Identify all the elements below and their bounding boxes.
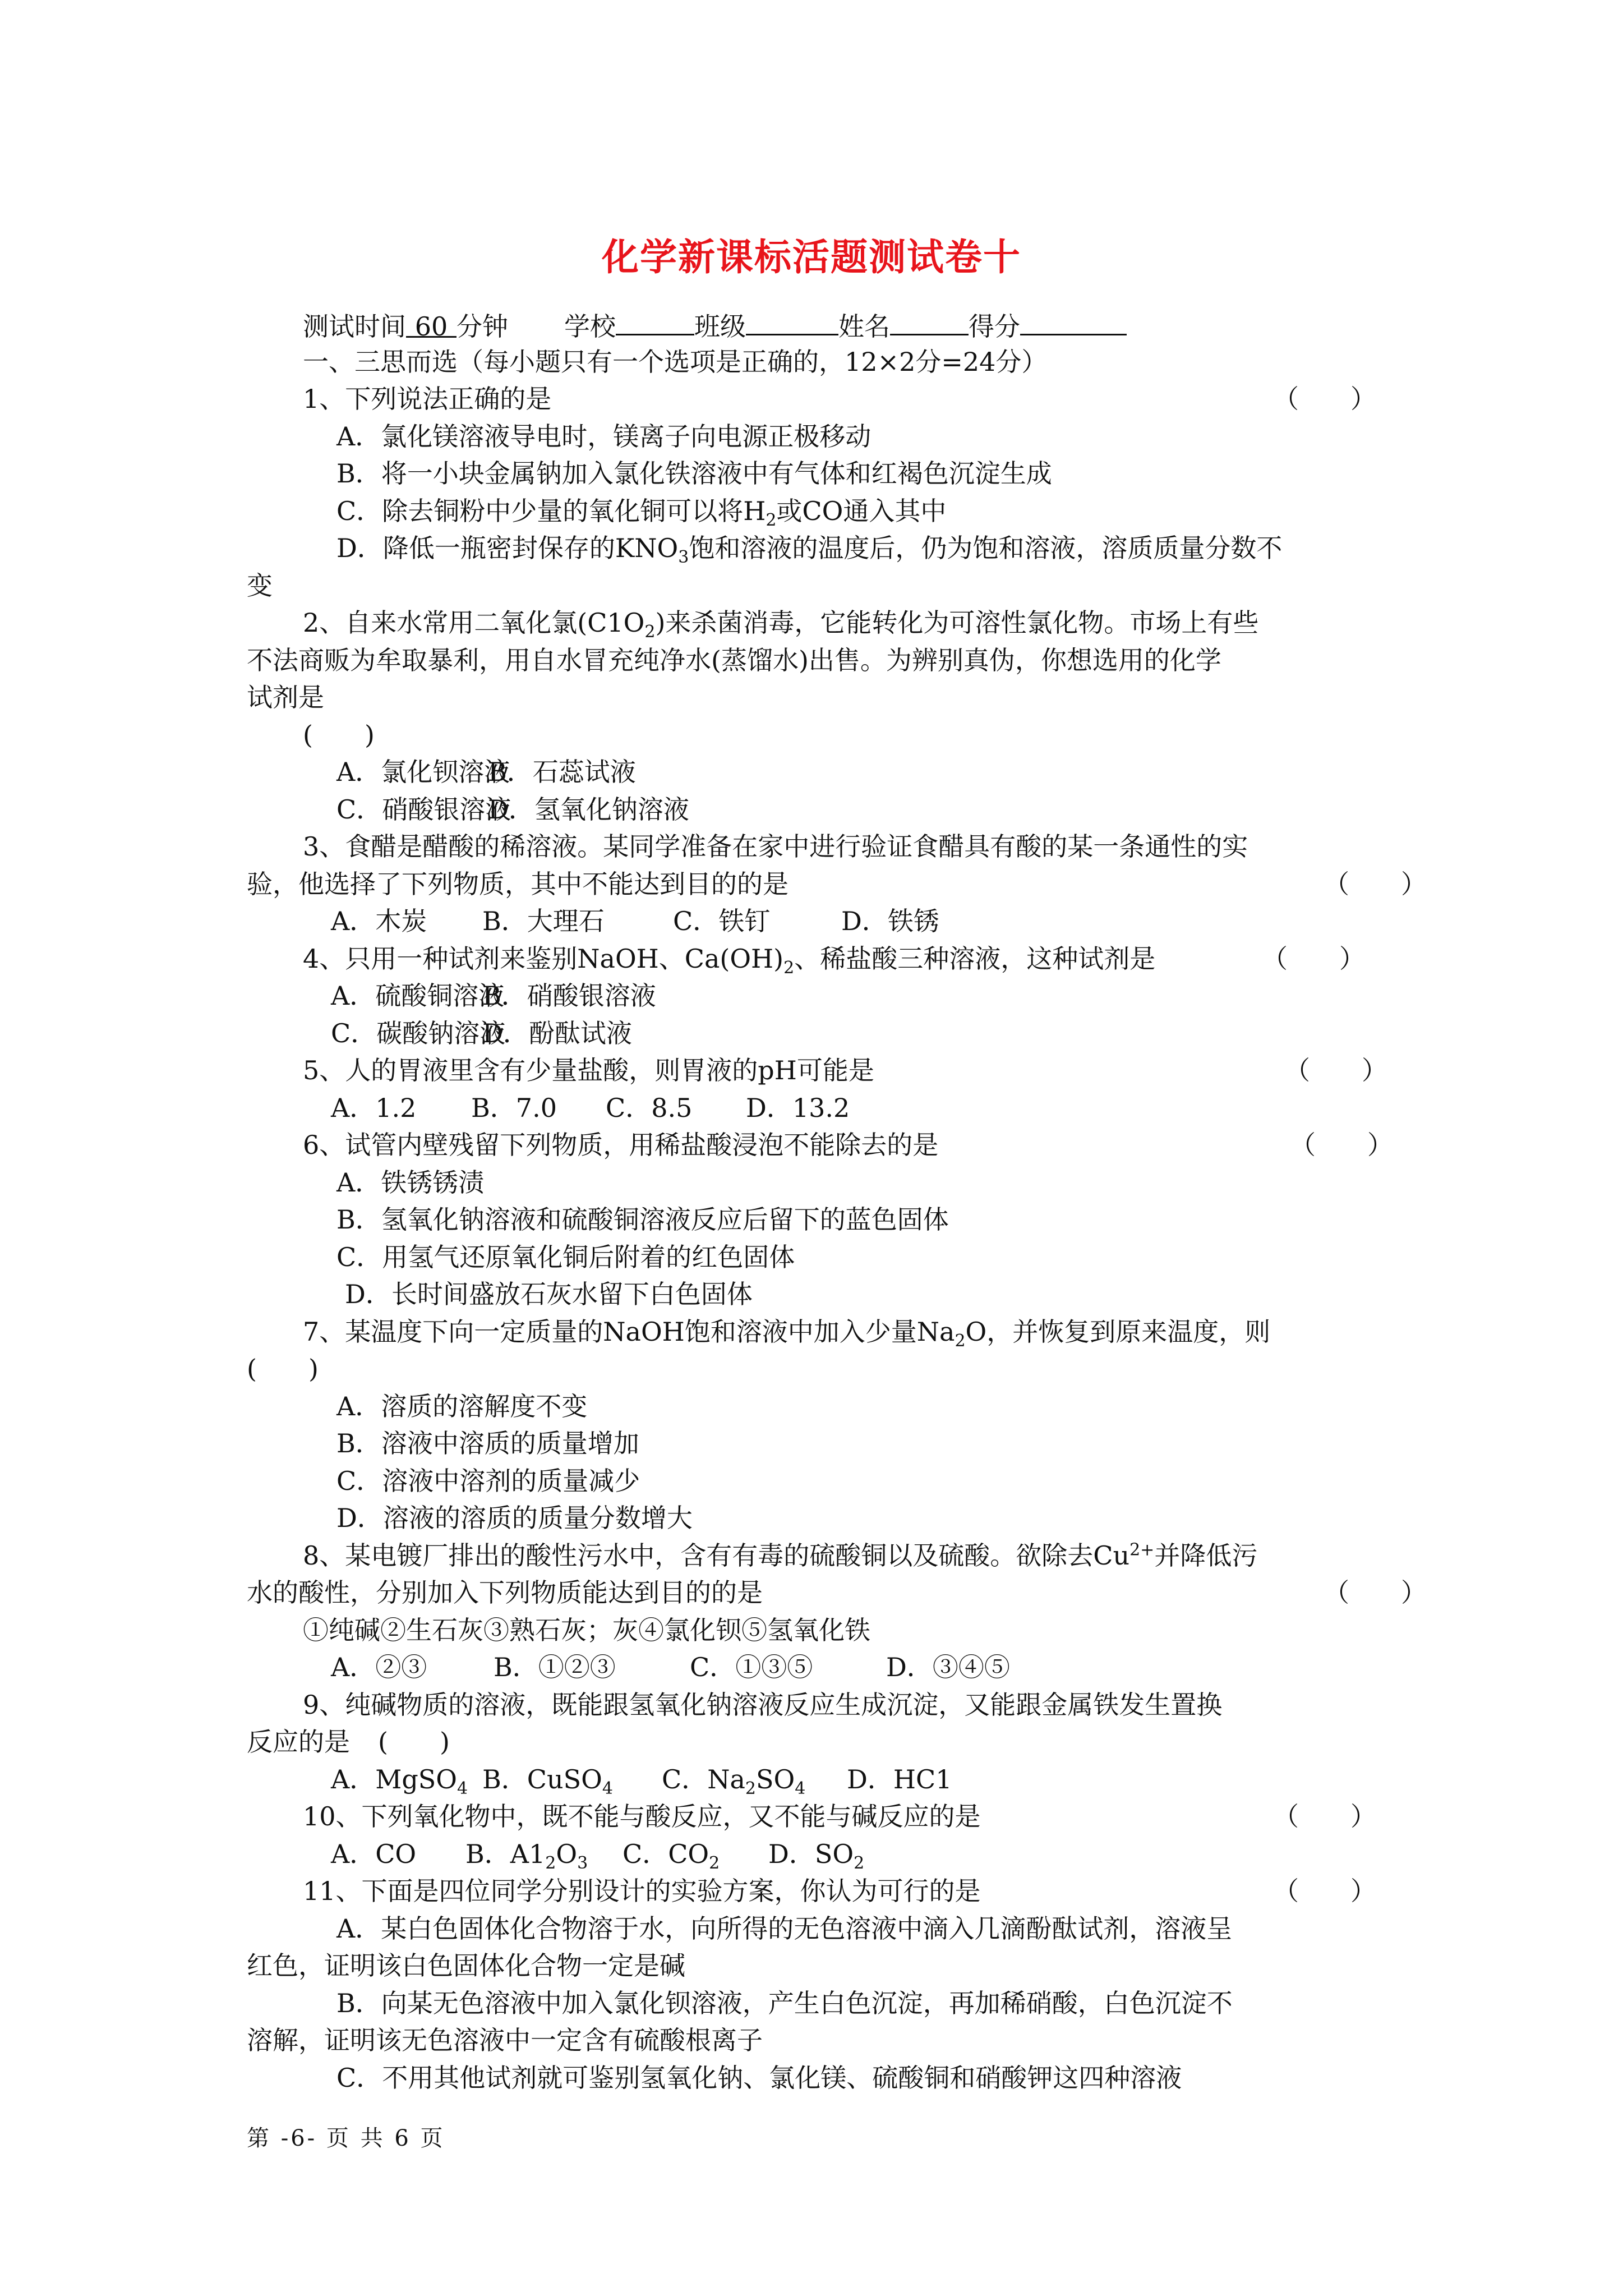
time-label: 测试时间 <box>303 311 406 342</box>
question-1-option-b: B．将一小块金属钠加入氯化铁溶液中有气体和红褐色沉淀生成 <box>336 458 1052 489</box>
exam-header <box>247 306 1380 343</box>
question-4-stem: 4、只用一种试剂来鉴别NaOH、$Ca(OH)_2$、稀盐酸三种溶液，这种试剂是 （ ） <box>247 940 1380 978</box>
question-5-stem: 5、人的胃液里含有少量盐酸，则胃液的pH可能是 （ ） <box>247 1052 1380 1089</box>
question-8-stem: 8、某电镀厂排出的酸性污水中，含有有毒的硫酸铜以及硫酸。欲除去$Cu^{2+}$并降低污 <box>303 1540 1258 1571</box>
question-2-stem: 2、自来水常用二氧化氯$(C1O_2)$来杀菌消毒，它能转化为可溶性氯化物。市场上有些 <box>303 608 1259 642</box>
question-9-stem-cont: 反应的是 ( ) <box>247 1727 450 1757</box>
name-label: 姓名 <box>838 311 890 342</box>
exam-body <box>247 306 1427 2096</box>
question-9-stem: 9、纯碱物质的溶液，既能跟氢氧化钠溶液反应生成沉淀，又能跟金属铁发生置换 <box>303 1689 1223 1720</box>
question-6-option-d: D．长时间盛放石灰水留下白色固体 <box>345 1279 753 1309</box>
question-4-options-cd: C．碳酸钠溶液D．酚酞试液 <box>331 1018 632 1048</box>
question-11-option-b-cont: 溶解，证明该无色溶液中一定含有硫酸根离子 <box>247 2025 763 2055</box>
question-8-stem-cont: 水的酸性，分别加入下列物质能达到目的的是 （ ） <box>247 1574 1380 1612</box>
page-title: 化学新课标活题测试卷十 <box>602 235 1021 279</box>
score-blank[interactable] <box>1020 306 1127 335</box>
question-7-option-b: B．溶液中溶质的质量增加 <box>336 1428 639 1458</box>
question-4-options-ab: A．硫酸铜溶液B．硝酸银溶液 <box>331 981 656 1011</box>
answer-paren: ( ) <box>378 1727 450 1757</box>
answer-paren: （ ） <box>1324 1577 1427 1608</box>
school-label: 学校 <box>564 311 616 342</box>
answer-paren: （ ） <box>1284 1055 1387 1085</box>
question-9-options: A．MgSO$_4$ B．CuSO$_4$ C．$Na_2SO_4$ D．HC1 <box>331 1764 952 1798</box>
question-2-stem-cont: 不法商贩为牟取暴利，用自水冒充纯净水(蒸馏水)出售。为辨别真伪，你想选用的化学 <box>247 645 1221 675</box>
answer-paren: （ ） <box>1262 943 1365 974</box>
question-7-option-c: C．溶液中溶剂的质量减少 <box>336 1465 640 1496</box>
answer-paren: ( ) <box>303 719 375 750</box>
section-heading: 一、三思而选（每小题只有一个选项是正确的，12×2分=24分） <box>303 346 1048 377</box>
question-7-option-a: A．溶质的溶解度不变 <box>336 1391 588 1421</box>
question-3-options: A．木炭 B．大理石 C．铁钉 D．铁锈 <box>331 906 939 936</box>
score-label: 得分 <box>969 311 1020 342</box>
question-7-option-d: D．溶液的溶质的质量分数增大 <box>336 1503 693 1533</box>
question-11-option-b: B．向某无色溶液中加入氯化钡溶液，产生白色沉淀，再加稀硝酸，白色沉淀不 <box>336 1987 1233 2018</box>
question-3-stem: 3、食醋是醋酸的稀溶液。某同学准备在家中进行验证食醋具有酸的某一条通性的实 <box>303 831 1248 862</box>
time-unit: 分钟 <box>457 311 508 342</box>
question-8-items: ①纯碱②生石灰③熟石灰；灰④氯化钡⑤氢氧化铁 <box>303 1614 870 1645</box>
answer-paren: （ ） <box>1273 1801 1376 1832</box>
question-1-option-a: A．氯化镁溶液导电时，镁离子向电源正极移动 <box>336 421 872 452</box>
answer-paren: （ ） <box>1273 384 1376 414</box>
question-1-option-c: C．除去铜粉中少量的氧化铜可以将$H_2$或CO通入其中 <box>336 495 947 530</box>
question-11-stem: 11、下面是四位同学分别设计的实验方案，你认为可行的是 （ ） <box>247 1872 1380 1910</box>
question-6-option-a: A．铁锈锈渍 <box>336 1167 485 1198</box>
question-10-stem: 10、下列氧化物中，既不能与酸反应，又不能与碱反应的是 （ ） <box>247 1798 1380 1835</box>
class-blank[interactable] <box>746 306 838 335</box>
question-11-option-a-cont: 红色，证明该白色固体化合物一定是碱 <box>247 1950 685 1981</box>
question-1-stem: 1、下列说法正确的是 （ ） <box>247 380 1380 418</box>
question-10-options: A．CO B．$A1_2O_3$ C．$CO_2$ D．$SO_2$ <box>331 1838 865 1873</box>
question-6-stem: 6、试管内壁残留下列物质，用稀盐酸浸泡不能除去的是 （ ） <box>247 1126 1380 1164</box>
question-6-option-b: B．氢氧化钠溶液和硫酸铜溶液反应后留下的蓝色固体 <box>336 1204 949 1235</box>
question-6-option-c: C．用氢气还原氧化铜后附着的红色固体 <box>336 1241 795 1272</box>
question-2-options-ab: A．氯化钡溶液B．石蕊试液 <box>336 757 636 787</box>
answer-paren: （ ） <box>1273 1876 1376 1906</box>
question-1-option-d: D．降低一瓶密封保存的$KNO_3$饱和溶液的温度后，仍为饱和溶液，溶质质量分数不 <box>336 533 1283 568</box>
question-8-options: A．②③ B．①②③ C．①③⑤ D．③④⑤ <box>331 1652 1010 1682</box>
question-5-options: A．1.2 B．7.0 C．8.5 D．13.2 <box>331 1092 850 1123</box>
time-value: 60 <box>406 308 457 338</box>
school-blank[interactable] <box>616 306 694 335</box>
question-7-stem: 7、某温度下向一定质量的NaOH饱和溶液中加入少量$Na_2O$，并恢复到原来温度，则 <box>303 1316 1271 1351</box>
question-11-option-c: C．不用其他试剂就可鉴别氢氧化钠、氯化镁、硫酸铜和硝酸钾这四种溶液 <box>336 2062 1182 2093</box>
question-1-option-d-cont: 变 <box>247 570 273 601</box>
question-2-stem-end: 试剂是 <box>247 682 324 712</box>
answer-paren: （ ） <box>1290 1130 1393 1160</box>
page-footer: 第 -6- 页 共 6 页 <box>247 2125 445 2151</box>
name-blank[interactable] <box>890 306 969 335</box>
answer-paren: （ ） <box>1324 868 1427 899</box>
question-11-option-a: A．某白色固体化合物溶于水，向所得的无色溶液中滴入几滴酚酞试剂，溶液呈 <box>336 1913 1233 1944</box>
class-label: 班级 <box>694 311 746 342</box>
question-2-options-cd: C．硝酸银溶液D．氢氧化钠溶液 <box>336 794 689 825</box>
question-3-stem-cont: 验，他选择了下列物质，其中不能达到目的的是 （ ） <box>247 866 1380 903</box>
answer-paren: ( ) <box>247 1354 319 1384</box>
